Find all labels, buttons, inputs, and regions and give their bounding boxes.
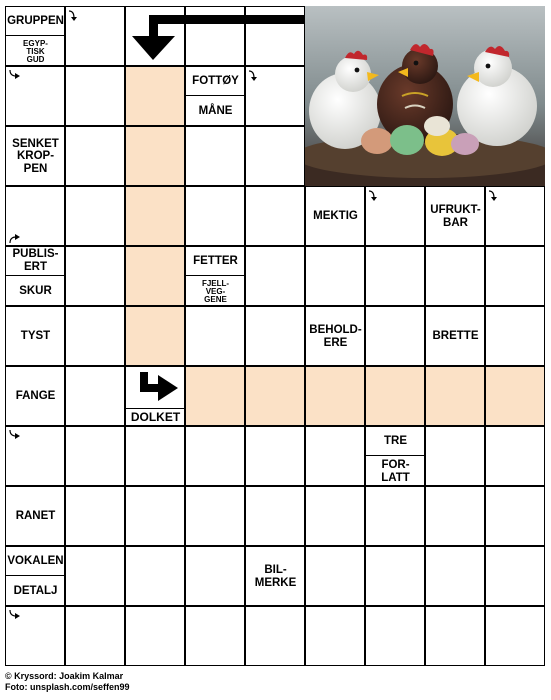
answer-cell[interactable] bbox=[65, 306, 125, 366]
solution-cell[interactable] bbox=[125, 126, 185, 186]
clue-skur: SKUR bbox=[19, 285, 52, 298]
clue-tre: TRE bbox=[366, 427, 425, 456]
pointer-arrow-icon bbox=[67, 9, 79, 21]
clue-dolket: DOLKET bbox=[126, 408, 185, 426]
photo-illustration-icon bbox=[305, 6, 545, 186]
clue-mane: MÅNE bbox=[198, 105, 233, 118]
clue-cell bbox=[365, 426, 425, 486]
clue-tyst: TYST bbox=[20, 330, 51, 343]
answer-cell[interactable] bbox=[65, 186, 125, 246]
answer-cell[interactable] bbox=[485, 606, 545, 666]
answer-cell[interactable] bbox=[65, 366, 125, 426]
answer-cell[interactable] bbox=[65, 546, 125, 606]
clue-publisert: PUBLIS- ERT bbox=[6, 247, 65, 276]
credit-photo: Foto: unsplash.com/seffen99 bbox=[5, 682, 130, 692]
solution-cell[interactable] bbox=[485, 366, 545, 426]
clue-cell bbox=[305, 306, 365, 366]
answer-cell[interactable] bbox=[185, 306, 245, 366]
chicken-photo bbox=[305, 6, 545, 186]
answer-cell[interactable] bbox=[425, 606, 485, 666]
clue-cell bbox=[5, 246, 65, 306]
answer-cell[interactable] bbox=[245, 186, 305, 246]
answer-cell[interactable] bbox=[65, 66, 125, 126]
clue-cell bbox=[5, 546, 65, 606]
clue-forlatt: FOR- LATT bbox=[381, 458, 410, 484]
pointer-arrow-icon bbox=[487, 189, 499, 201]
answer-cell[interactable] bbox=[185, 546, 245, 606]
solution-cell[interactable] bbox=[125, 66, 185, 126]
clue-gruppen: GRUPPEN bbox=[6, 7, 65, 36]
answer-cell[interactable] bbox=[65, 486, 125, 546]
pointer-arrow-icon bbox=[8, 609, 20, 621]
credit-author: © Kryssord: Joakim Kalmar bbox=[5, 671, 124, 681]
clue-cell bbox=[5, 486, 65, 546]
clue-cell bbox=[5, 306, 65, 366]
pointer-arrow-icon bbox=[8, 69, 20, 81]
answer-cell[interactable] bbox=[245, 246, 305, 306]
pointer-arrow-icon bbox=[8, 232, 20, 244]
clue-senket-kroppen: SENKET KROP- PEN bbox=[12, 137, 59, 175]
answer-cell[interactable] bbox=[485, 486, 545, 546]
answer-cell[interactable] bbox=[305, 246, 365, 306]
answer-cell[interactable] bbox=[305, 606, 365, 666]
clue-cell bbox=[305, 186, 365, 246]
answer-cell[interactable] bbox=[125, 486, 185, 546]
solution-start-arrow-icon bbox=[127, 8, 305, 62]
clue-cell bbox=[5, 366, 65, 426]
answer-cell[interactable] bbox=[185, 426, 245, 486]
clue-ufruktbar: UFRUKT- BAR bbox=[430, 203, 481, 229]
answer-cell[interactable] bbox=[185, 126, 245, 186]
clue-cell bbox=[245, 546, 305, 606]
answer-cell[interactable] bbox=[185, 486, 245, 546]
answer-cell[interactable] bbox=[245, 606, 305, 666]
solution-cell[interactable] bbox=[125, 306, 185, 366]
solution-cell[interactable] bbox=[185, 366, 245, 426]
solution-cell[interactable] bbox=[305, 366, 365, 426]
solution-cell[interactable] bbox=[125, 246, 185, 306]
answer-cell[interactable] bbox=[125, 426, 185, 486]
answer-cell[interactable] bbox=[125, 546, 185, 606]
answer-cell[interactable] bbox=[365, 606, 425, 666]
answer-cell[interactable] bbox=[185, 606, 245, 666]
pointer-arrow-icon bbox=[367, 189, 379, 201]
clue-fjellvegene: FJELL- VEG- GENE bbox=[201, 278, 230, 304]
pointer-arrow-icon bbox=[8, 429, 20, 441]
answer-cell[interactable] bbox=[245, 426, 305, 486]
answer-cell[interactable] bbox=[365, 486, 425, 546]
clue-fetter: FETTER bbox=[186, 247, 245, 276]
answer-cell[interactable] bbox=[425, 486, 485, 546]
answer-cell[interactable] bbox=[125, 606, 185, 666]
pointer-arrow-icon bbox=[247, 69, 259, 81]
answer-cell[interactable] bbox=[245, 126, 305, 186]
clue-beholdere: BEHOLD- ERE bbox=[309, 323, 362, 349]
answer-cell[interactable] bbox=[245, 486, 305, 546]
solution-cell[interactable] bbox=[365, 366, 425, 426]
solution-cell[interactable] bbox=[245, 366, 305, 426]
clue-cell bbox=[5, 6, 65, 66]
answer-cell[interactable] bbox=[485, 426, 545, 486]
clue-cell bbox=[425, 186, 485, 246]
clue-mektig: MEKTIG bbox=[313, 210, 358, 223]
clue-fottoy: FOTTØY bbox=[186, 67, 245, 96]
answer-cell[interactable] bbox=[485, 546, 545, 606]
answer-cell[interactable] bbox=[425, 546, 485, 606]
answer-cell[interactable] bbox=[425, 426, 485, 486]
grid-bottom-mask bbox=[0, 666, 551, 670]
clue-cell bbox=[425, 306, 485, 366]
clue-cell bbox=[185, 66, 245, 126]
clue-bilmerke: BIL- MERKE bbox=[254, 563, 297, 589]
answer-cell[interactable] bbox=[185, 186, 245, 246]
answer-cell[interactable] bbox=[365, 306, 425, 366]
answer-cell[interactable] bbox=[65, 246, 125, 306]
clue-egyptisk-gud: EGYP- TISK GUD bbox=[23, 38, 48, 64]
solution-turn-arrow-icon bbox=[136, 370, 180, 406]
answer-cell[interactable] bbox=[65, 126, 125, 186]
clue-detalj: DETALJ bbox=[13, 585, 58, 598]
clue-ranet: RANET bbox=[15, 510, 56, 523]
clue-fange: FANGE bbox=[15, 390, 56, 403]
crossword-grid bbox=[5, 6, 545, 606]
answer-cell[interactable] bbox=[305, 426, 365, 486]
answer-cell[interactable] bbox=[65, 606, 125, 666]
answer-cell[interactable] bbox=[305, 486, 365, 546]
answer-cell[interactable] bbox=[365, 546, 425, 606]
answer-cell[interactable] bbox=[245, 306, 305, 366]
answer-cell[interactable] bbox=[485, 306, 545, 366]
answer-cell[interactable] bbox=[365, 246, 425, 306]
answer-cell[interactable] bbox=[305, 546, 365, 606]
answer-cell[interactable] bbox=[485, 246, 545, 306]
clue-cell bbox=[5, 126, 65, 186]
answer-cell[interactable] bbox=[425, 246, 485, 306]
clue-vokalen: VOKALEN bbox=[6, 547, 65, 576]
clue-cell bbox=[185, 246, 245, 306]
solution-cell[interactable] bbox=[425, 366, 485, 426]
answer-cell[interactable] bbox=[65, 426, 125, 486]
solution-cell[interactable] bbox=[125, 186, 185, 246]
clue-brette: BRETTE bbox=[432, 330, 479, 343]
